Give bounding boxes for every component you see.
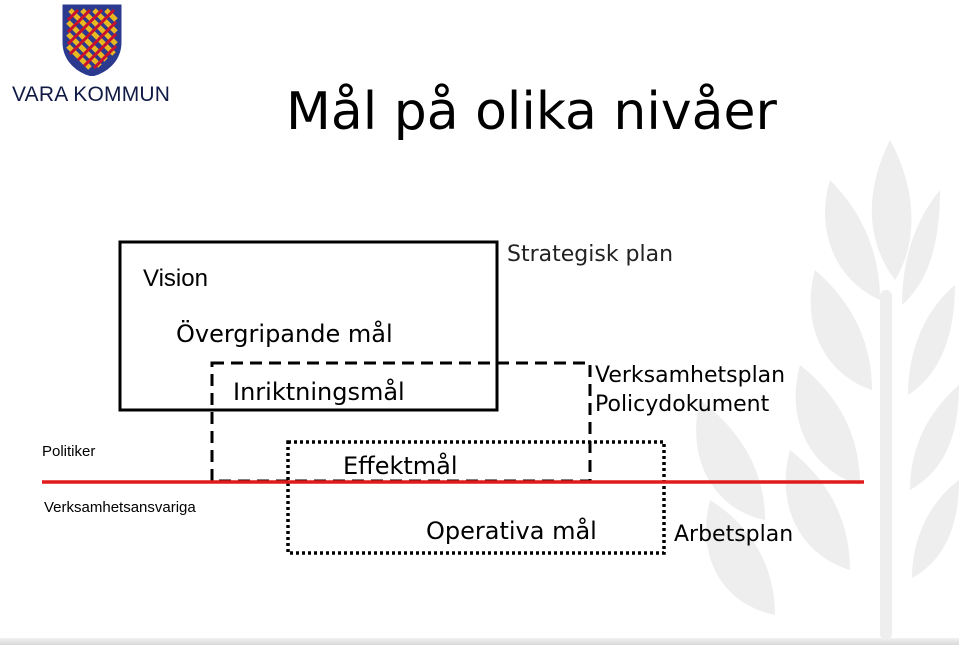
inriktningsmal-label: Inriktningsmål: [233, 378, 405, 406]
strategisk-plan-label: Strategisk plan: [507, 242, 674, 267]
logo-text: VARA KOMMUN: [12, 83, 171, 106]
bottom-bar: [0, 638, 959, 645]
verksamhetsansvariga-label: Verksamhetsansvariga: [44, 499, 196, 516]
operativa-mal-label: Operativa mål: [426, 517, 597, 545]
arbetsplan-label: Arbetsplan: [674, 522, 794, 547]
page-title: Mål på olika nivåer: [286, 82, 777, 142]
verksamhetsplan-label: Verksamhetsplan: [595, 363, 786, 388]
politiker-label: Politiker: [42, 443, 96, 460]
vision-label: Vision: [143, 265, 208, 292]
policydokument-label: Policydokument: [595, 392, 770, 417]
overgripande-mal-label: Övergripande mål: [176, 320, 393, 348]
effektmal-label: Effektmål: [343, 452, 458, 480]
